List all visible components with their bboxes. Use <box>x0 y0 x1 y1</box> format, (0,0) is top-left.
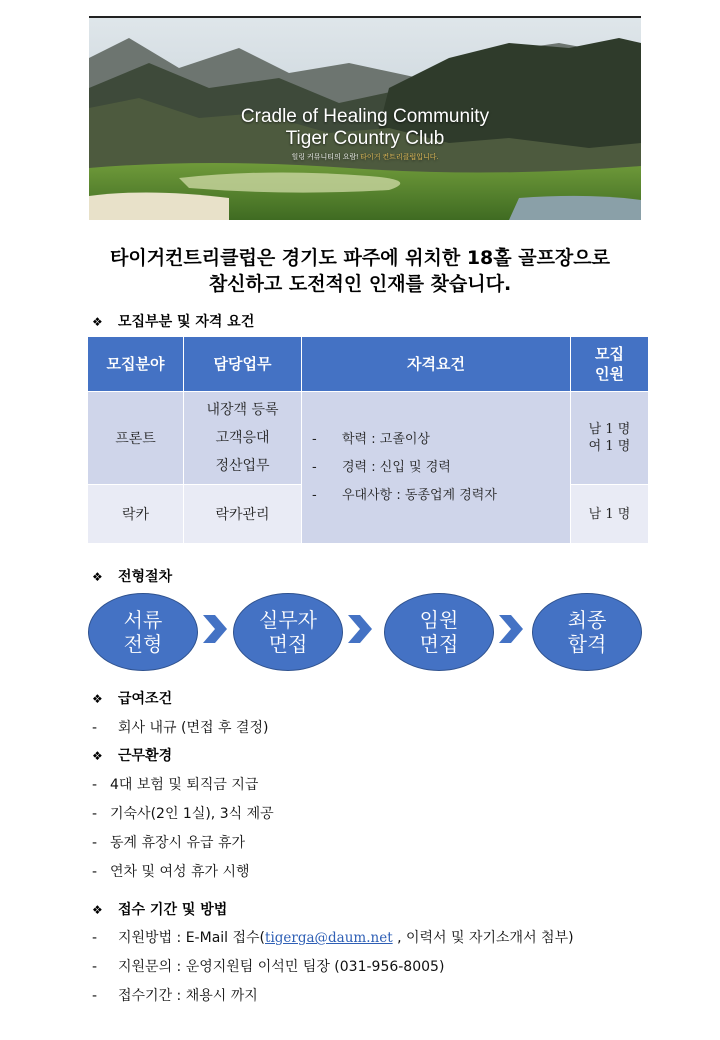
apply-method: - 지원방법 : E-Mail 접수(tigerga@daum.net , 이력서 및 자기소개서 첨부) <box>92 930 574 946</box>
chevron-right-icon <box>201 613 229 645</box>
process-step-final-pass: 최종 합격 <box>532 593 642 671</box>
header-qualification: 자격요건 <box>302 337 571 392</box>
section-process-heading: ❖ 전형절차 <box>92 569 173 585</box>
diamond-bullet-icon: ❖ <box>92 903 103 917</box>
diamond-bullet-icon: ❖ <box>92 749 103 763</box>
email-link[interactable]: tigerga@daum.net <box>265 930 393 946</box>
salary-item: - 회사 내규 (면접 후 결정) <box>92 720 269 736</box>
banner-title-line2: Tiger Country Club <box>285 128 445 149</box>
process-step-document: 서류 전형 <box>88 593 198 671</box>
table-row <box>88 392 649 485</box>
cell-field: 프론트 <box>88 392 184 485</box>
list-item: - 기숙사(2인 1실), 3식 제공 <box>92 806 274 822</box>
section-apply-heading: ❖ 접수 기간 및 방법 <box>92 902 228 918</box>
banner-image <box>89 16 641 220</box>
list-item: - 연차 및 여성 휴가 시행 <box>92 864 250 880</box>
section-salary-heading: ❖ 급여조건 <box>92 691 173 707</box>
chevron-right-icon <box>497 613 525 645</box>
headline-line2: 참신하고 도전적인 인재를 찾습니다. <box>208 273 512 295</box>
cell-count: 남 1 명 <box>571 485 649 544</box>
headline-line1: 타이거컨트리클럽은 경기도 파주에 위치한 18홀 골프장으로 <box>109 247 610 269</box>
cell-field: 락카 <box>88 485 184 544</box>
section-environment-heading: ❖ 근무환경 <box>92 748 173 764</box>
banner-title-line1: Cradle of Healing Community <box>240 106 490 127</box>
chevron-right-icon <box>346 613 374 645</box>
apply-inquiry: - 지원문의 : 운영지원팀 이석민 팀장 (031-956-8005) <box>92 959 445 975</box>
banner-subtitle: 힐링 커뮤니티의 요람! 타이거 컨트리클럽입니다. <box>291 154 439 161</box>
header-duty: 담당업무 <box>184 337 302 392</box>
apply-period: - 접수기간 : 채용시 까지 <box>92 988 258 1004</box>
diamond-bullet-icon: ❖ <box>92 570 103 584</box>
cell-duties: 락카관리 <box>184 485 302 544</box>
process-step-executive-interview: 임원 면접 <box>384 593 494 671</box>
cell-count: 남 1 명 여 1 명 <box>571 392 649 485</box>
diamond-bullet-icon: ❖ <box>92 692 103 706</box>
cell-duties: 내장객 등록 고객응대 정산업무 <box>184 392 302 485</box>
diamond-bullet-icon: ❖ <box>92 315 103 329</box>
header-field: 모집분야 <box>88 337 184 392</box>
section-recruit-heading: ❖ 모집부분 및 자격 요건 <box>92 314 255 330</box>
table-header-row <box>88 337 649 392</box>
process-step-practical-interview: 실무자 면접 <box>233 593 343 671</box>
list-item: - 동계 휴장시 유급 휴가 <box>92 835 246 851</box>
list-item: - 4대 보험 및 퇴직금 지급 <box>92 777 259 793</box>
cell-qualifications: - 학력 : 고졸이상 - 경력 : 신입 및 경력 - 우대사항 : 동종업계 경력자 <box>302 392 571 544</box>
recruit-table <box>87 336 649 544</box>
header-count: 모집 인원 <box>571 337 649 392</box>
